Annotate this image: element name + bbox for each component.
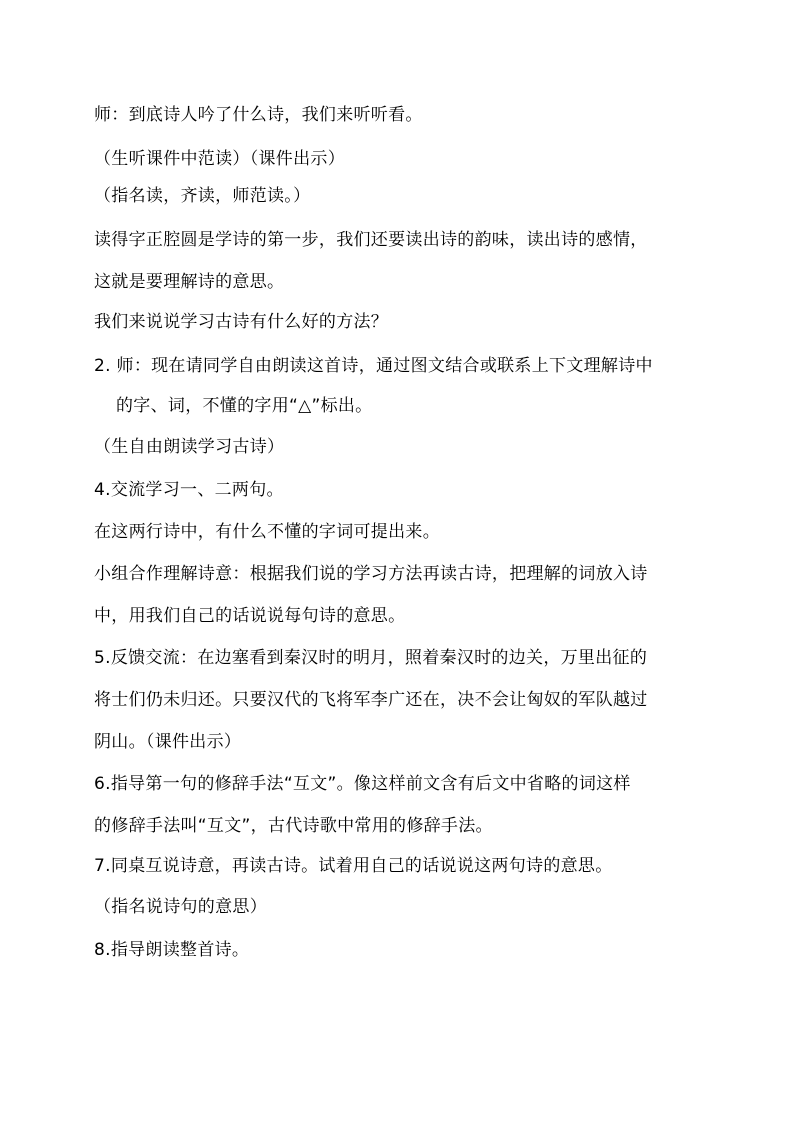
text-line-8: 的字、词，不懂的字用“△”标出。: [116, 396, 373, 416]
text-line-5: 这就是要理解诗的意思。: [94, 272, 285, 292]
text-line-3: （指名读，齐读，师范读。）: [94, 186, 311, 206]
text-line-20: （指名说诗句的意思）: [94, 897, 267, 917]
text-line-15: 将士们仍未归还。只要汉代的飞将军李广还在，决不会让匈奴的军队越过: [94, 690, 648, 710]
text-line-16: 阴山。（课件出示）: [94, 732, 242, 752]
text-line-12: 小组合作理解诗意：根据我们说的学习方法再读古诗，把理解的词放入诗: [94, 564, 648, 584]
text-line-11: 在这两行诗中，有什么不懂的字词可提出来。: [94, 522, 440, 542]
text-line-1: 师：到底诗人吟了什么诗，我们来听听看。: [94, 105, 423, 125]
text-line-14: 5.反馈交流：在边塞看到秦汉时的明月，照着秦汉时的边关，万里出征的: [94, 648, 648, 668]
text-line-17: 6.指导第一句的修辞手法“互文”。像这样前文含有后文中省略的词这样: [94, 774, 631, 794]
text-line-2: （生听课件中范读）（课件出示）: [94, 149, 345, 169]
text-line-9: （生自由朗读学习古诗）: [94, 437, 285, 457]
text-line-21: 8.指导朗读整首诗。: [94, 940, 250, 960]
text-line-13: 中，用我们自己的话说说每句诗的意思。: [94, 606, 406, 626]
text-line-6: 我们来说说学习古诗有什么好的方法？: [94, 312, 389, 332]
text-line-18: 的修辞手法叫“互文”，古代诗歌中常用的修辞手法。: [94, 816, 493, 836]
text-line-19: 7.同桌互说诗意，再读古诗。试着用自己的话说说这两句诗的意思。: [94, 856, 613, 876]
text-line-10: 4.交流学习一、二两句。: [94, 480, 284, 500]
text-line-4: 读得字正腔圆是学诗的第一步，我们还要读出诗的韵味，读出诗的感情，: [94, 230, 648, 250]
text-line-7: 2. 师：现在请同学自由朗读这首诗，通过图文结合或联系上下文理解诗中: [94, 356, 653, 376]
